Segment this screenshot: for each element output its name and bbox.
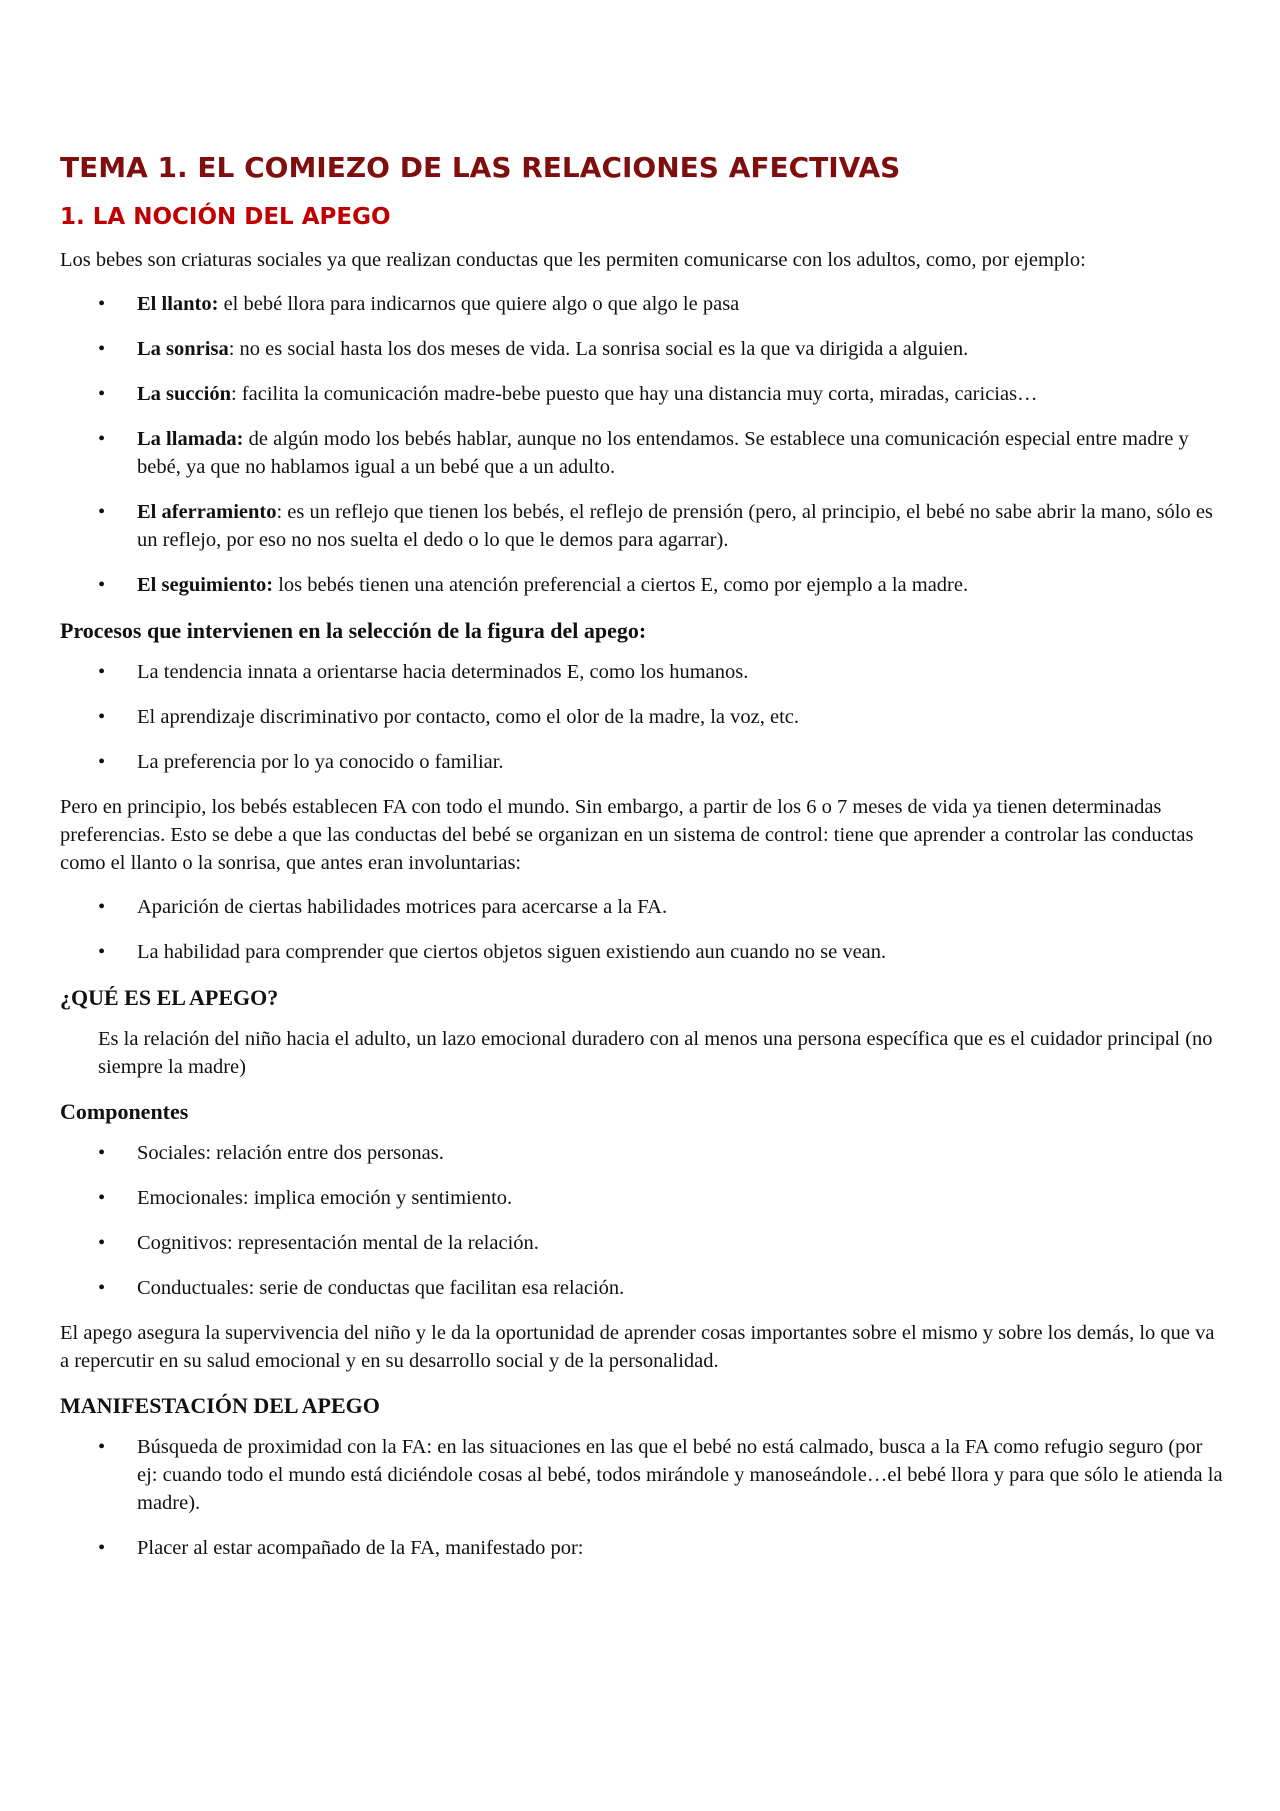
procesos-heading: Procesos que intervienen en la selección de la figura del apego: (60, 618, 647, 643)
componentes-list (60, 1139, 1228, 1302)
list-item (60, 498, 1228, 554)
term-text: : facilita la comunicación madre-bebe puesto que hay una distancia muy corta, miradas, caricias… (230, 383, 1038, 405)
list-item: • Cognitivos: representación mental de la relación. (60, 1229, 1228, 1257)
procesos-list (60, 658, 1228, 776)
manifestacion-heading: MANIFESTACIÓN DEL APEGO (60, 1393, 380, 1418)
list-item (60, 380, 1228, 408)
list-item: • La preferencia por lo ya conocido o familiar. (60, 748, 1228, 776)
control-list (60, 893, 1228, 966)
list-item: • Sociales: relación entre dos personas. (60, 1139, 1228, 1167)
term: El llanto: (137, 293, 219, 315)
behaviors-list (60, 290, 1228, 599)
list-item: • La habilidad para comprender que ciertos objetos siguen existiendo aun cuando no se vean. (60, 938, 1228, 966)
term: La succión (137, 383, 231, 405)
list-item (60, 335, 1228, 363)
que-es-heading: ¿QUÉ ES EL APEGO? (60, 985, 279, 1010)
term: La sonrisa (137, 338, 229, 360)
term: El aferramiento (137, 501, 277, 523)
term-text: los bebés tienen una atención preferencial a ciertos E, como por ejemplo a la madre. (273, 574, 969, 596)
term-text: el bebé llora para indicarnos que quiere algo o que algo le pasa (218, 293, 740, 315)
term-text: : no es social hasta los dos meses de vida. La sonrisa social es la que va dirigida a alguien. (228, 338, 969, 360)
intro-paragraph: Los bebes son criaturas sociales ya que realizan conductas que les permiten comunicarse con los adultos, como, por ejemplo: (60, 249, 1086, 271)
section-heading-nocion: 1. LA NOCIÓN DEL APEGO (60, 204, 391, 230)
document-title: TEMA 1. EL COMIEZO DE LAS RELACIONES AFECTIVAS (60, 151, 901, 184)
componentes-heading: Componentes (60, 1099, 189, 1124)
que-es-paragraph: Es la relación del niño hacia el adulto, un lazo emocional duradero con al menos una persona específica que es el cuidador principal (no siempre la madre) (98, 1028, 1213, 1078)
list-item (60, 571, 1228, 599)
list-item: • El aprendizaje discriminativo por contacto, como el olor de la madre, la voz, etc. (60, 703, 1228, 731)
procesos-paragraph: Pero en principio, los bebés establecen FA con todo el mundo. Sin embargo, a partir de los 6 o 7 meses de vida ya tienen determinadas preferencias. Esto se debe a que las conductas del bebé se organizan en un sistema de control: tiene que aprender a controlar las conductas como el llanto o la sonrisa, que antes eran involuntarias: (60, 796, 1194, 874)
list-item: • La tendencia innata a orientarse hacia determinados E, como los humanos. (60, 658, 1228, 686)
list-item (60, 425, 1228, 481)
list-item (60, 290, 1228, 318)
term: La llamada: (137, 428, 244, 450)
term-text: : es un reflejo que tienen los bebés, el reflejo de prensión (pero, al principio, el bebé no sabe abrir la mano, sólo es un reflejo, por eso no nos suelta el dedo o lo que le demos para agarrar). (137, 501, 1213, 551)
list-item: • Conductuales: serie de conductas que facilitan esa relación. (60, 1274, 1228, 1302)
term: El seguimiento: (137, 574, 274, 596)
list-item: • Búsqueda de proximidad con la FA: en las situaciones en las que el bebé no está calmado, busca a la FA como refugio seguro (por ej: cuando todo el mundo está diciéndole cosas al bebé, todos mirándole y manoseándole…el bebé llora y para que sólo le atienda la madre). (60, 1433, 1228, 1517)
manifestacion-list (60, 1433, 1228, 1562)
list-item: • Aparición de ciertas habilidades motrices para acercarse a la FA. (60, 893, 1228, 921)
list-item: • Emocionales: implica emoción y sentimiento. (60, 1184, 1228, 1212)
list-item: • Placer al estar acompañado de la FA, manifestado por: (60, 1534, 1228, 1562)
term-text: de algún modo los bebés hablar, aunque no los entendamos. Se establece una comunicación especial entre madre y bebé, ya que no hablamos igual a un bebé que a un adulto. (137, 428, 1189, 478)
componentes-paragraph: El apego asegura la supervivencia del niño y le da la oportunidad de aprender cosas importantes sobre el mismo y sobre los demás, lo que va a repercutir en su salud emocional y en su desarrollo social y de la personalidad. (60, 1322, 1215, 1372)
document-page (60, 150, 1228, 1579)
